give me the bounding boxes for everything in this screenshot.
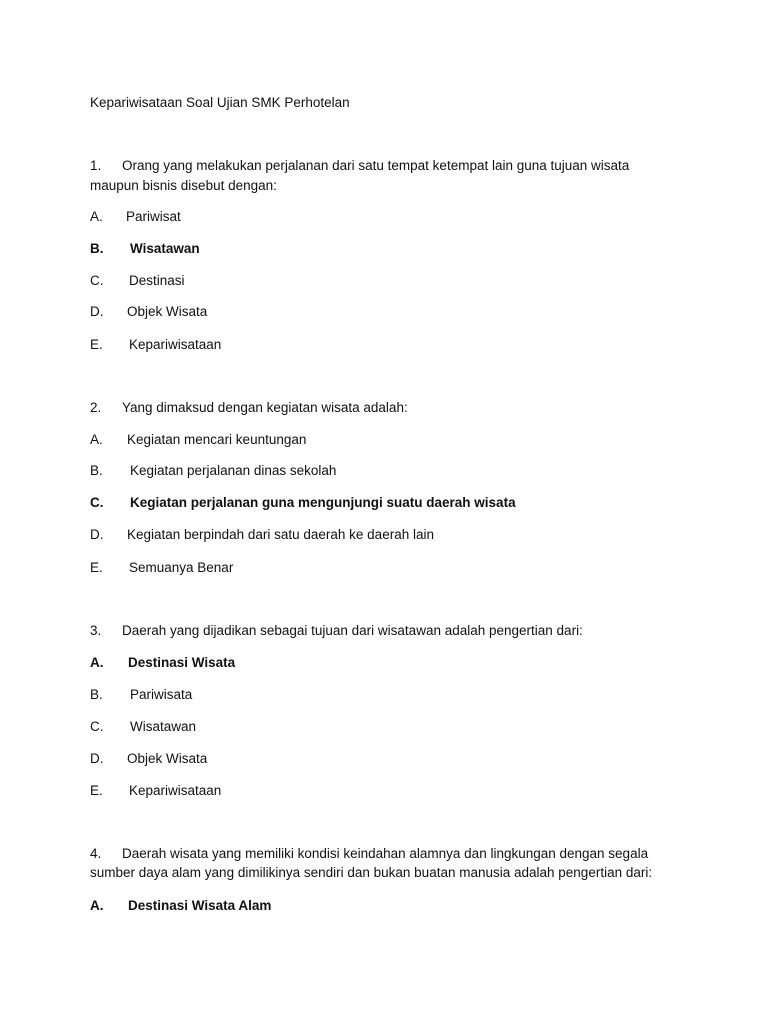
- option-letter: C.: [90, 273, 104, 288]
- option-text: Kegiatan mencari keuntungan: [127, 432, 307, 447]
- option-letter: D.: [90, 304, 104, 319]
- option-letter: B.: [90, 687, 103, 702]
- question-number: 1.: [90, 158, 102, 173]
- option-text: Kepariwisataan: [129, 337, 222, 352]
- option-text: Wisatawan: [130, 241, 200, 256]
- option-letter: C.: [90, 719, 104, 734]
- question-number: 3.: [90, 623, 102, 638]
- question-number: 2.: [90, 400, 102, 415]
- option-letter: C.: [90, 495, 104, 510]
- option-letter: A.: [90, 898, 104, 913]
- option-text: Semuanya Benar: [129, 560, 234, 575]
- option-letter: A.: [90, 655, 104, 670]
- option-text: Kegiatan perjalanan guna mengunjungi suatu daerah wisata: [130, 495, 516, 510]
- question-text: Orang yang melakukan perjalanan dari satu tempat ketempat lain guna tujuan wisata: [122, 158, 630, 173]
- option-text: Destinasi Wisata Alam: [128, 898, 272, 913]
- option-text: Objek Wisata: [127, 751, 208, 766]
- option-letter: D.: [90, 527, 104, 542]
- question-1-text-line2: maupun bisnis disebut dengan:: [90, 178, 277, 193]
- option-letter: E.: [90, 560, 103, 575]
- option-text: Wisatawan: [130, 719, 197, 734]
- option-letter: D.: [90, 751, 104, 766]
- option-letter: A.: [90, 209, 103, 224]
- option-text: Kegiatan perjalanan dinas sekolah: [130, 463, 337, 478]
- question-text: Daerah wisata yang memiliki kondisi keindahan alamnya dan lingkungan dengan segala: [122, 846, 649, 861]
- option-letter: E.: [90, 783, 103, 798]
- option-text: Destinasi: [129, 273, 185, 288]
- question-4-text-line2: sumber daya alam yang dimilikinya sendiri dan bukan buatan manusia adalah pengertian dari:: [90, 865, 653, 880]
- question-text: Daerah yang dijadikan sebagai tujuan dari wisatawan adalah pengertian dari:: [122, 623, 583, 638]
- option-text: Objek Wisata: [127, 304, 208, 319]
- option-letter: B.: [90, 241, 104, 256]
- document-title: Kepariwisataan Soal Ujian SMK Perhotelan: [90, 95, 350, 110]
- option-letter: E.: [90, 337, 103, 352]
- option-text: Destinasi Wisata: [128, 655, 236, 670]
- option-text: Kegiatan berpindah dari satu daerah ke daerah lain: [127, 527, 434, 542]
- question-number: 4.: [90, 846, 102, 861]
- option-text: Kepariwisataan: [129, 783, 222, 798]
- option-text: Pariwisata: [130, 687, 193, 702]
- option-letter: B.: [90, 463, 103, 478]
- option-text: Pariwisat: [126, 209, 181, 224]
- question-text: Yang dimaksud dengan kegiatan wisata adalah:: [122, 400, 408, 415]
- option-letter: A.: [90, 432, 103, 447]
